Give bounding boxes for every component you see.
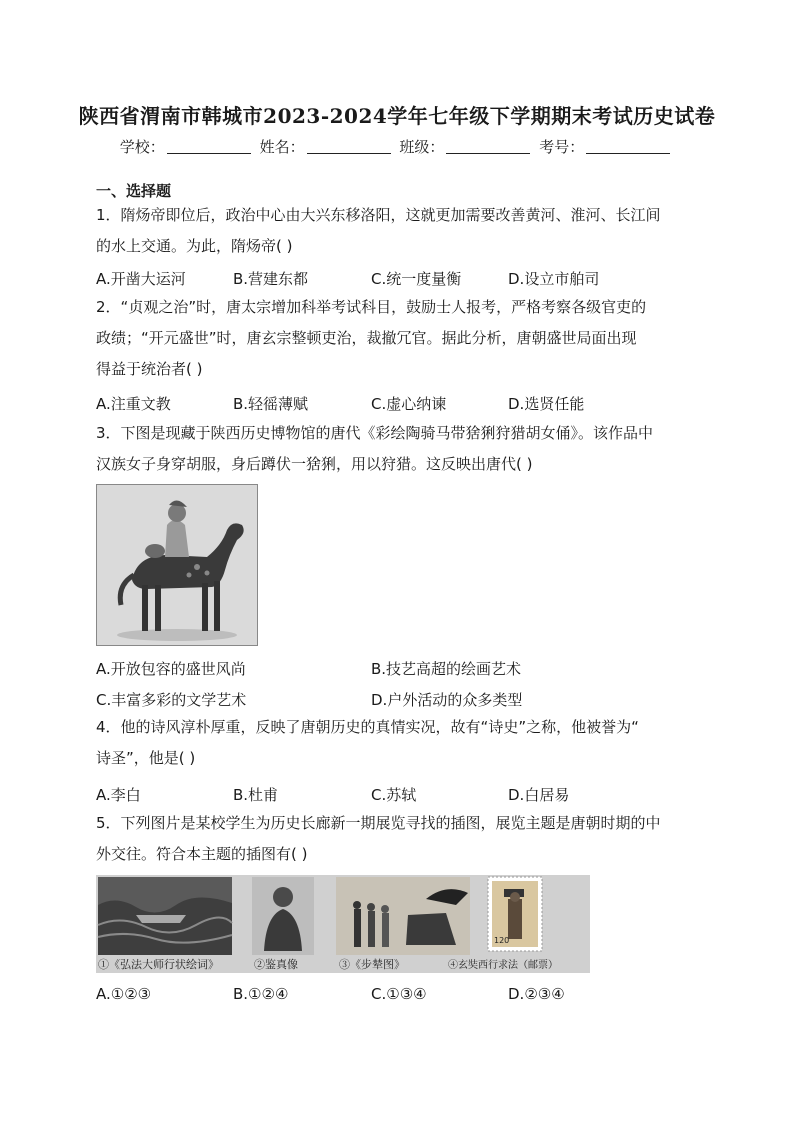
option-b: B.技艺高超的绘画艺术 [371,660,522,678]
name-blank [307,153,391,154]
name-label: 姓名： [259,138,305,156]
question-3 [96,418,696,480]
option-b: B.①②④ [233,985,289,1003]
question-line: 的水上交通。为此，隋炀帝( ) [96,237,293,255]
option-d: D.户外活动的众多类型 [371,691,523,709]
option-b: B.营建东都 [233,270,309,288]
option-d: D.②③④ [508,985,565,1003]
question-line: 汉族女子身穿胡服，身后蹲伏一猞猁，用以狩猎。这反映出唐代( ) [96,455,533,473]
question-line: 1．隋炀帝即位后，政治中心由大兴东移洛阳，这就更加需要改善黄河、淮河、长江间 [96,206,661,224]
question-line: 2．“贞观之治”时，唐太宗增加科举考试科目，鼓励士人报考，严格考察各级官吏的 [96,298,647,316]
exam-title: 陕西省渭南市韩城市2023-2024学年七年级下学期期末考试历史试卷 [78,104,716,128]
option-d: D.选贤任能 [508,395,585,413]
school-label: 学校： [119,138,165,156]
class-blank [446,153,530,154]
question-line: 得益于统治者( ) [96,360,203,378]
class-label: 班级： [399,138,445,156]
student-info-line [0,136,794,157]
caption-1: ①《弘法大师行状绘词》 [98,958,219,971]
question-4 [96,712,696,774]
exam-number-blank [586,153,670,154]
tang-figurine-photo [96,484,258,646]
option-a: A.李白 [96,786,141,804]
question-line: 4．他的诗风淳朴厚重，反映了唐朝历史的真情实况，故有“诗史”之称，他被誉为“ [96,718,639,736]
stamp-value: 120 [494,936,510,945]
option-c: C.苏轼 [371,786,417,804]
question-2 [96,292,696,385]
question-line: 诗圣”，他是( ) [96,749,196,767]
option-b: B.杜甫 [233,786,279,804]
option-a: A.注重文教 [96,395,171,413]
caption-2: ②鉴真像 [254,958,298,971]
question-line: 外交往。符合本主题的插图有( ) [96,845,308,863]
school-blank [167,153,251,154]
question-line: 5．下列图片是某校学生为历史长廊新一期展览寻找的插图，展览主题是唐朝时期的中 [96,814,661,832]
option-c: C.虚心纳谏 [371,395,447,413]
question-line: 3．下图是现藏于陕西历史博物馆的唐代《彩绘陶骑马带猞猁狩猎胡女俑》。该作品中 [96,424,654,442]
question-1 [96,200,696,262]
option-a: A.开放包容的盛世风尚 [96,660,246,678]
option-d: D.白居易 [508,786,570,804]
option-a: A.①②③ [96,985,152,1003]
horse-rider-figurine-icon [97,485,257,645]
question-5 [96,808,696,870]
section-heading: 一、选择题 [96,182,172,200]
option-b: B.轻徭薄赋 [233,395,309,413]
exam-number-label: 考号： [539,138,585,156]
question-line: 政绩；“开元盛世”时，唐玄宗整顿吏治，裁撤冗官。据此分析，唐朝盛世局面出现 [96,329,637,347]
option-c: C.①③④ [371,985,427,1003]
option-c: C.丰富多彩的文学艺术 [96,691,247,709]
option-c: C.统一度量衡 [371,270,462,288]
caption-4: ④玄奘西行求法（邮票） [448,960,558,971]
option-a: A.开凿大运河 [96,270,186,288]
caption-3: ③《步辇图》 [339,958,405,971]
option-d: D.设立市舶司 [508,270,600,288]
